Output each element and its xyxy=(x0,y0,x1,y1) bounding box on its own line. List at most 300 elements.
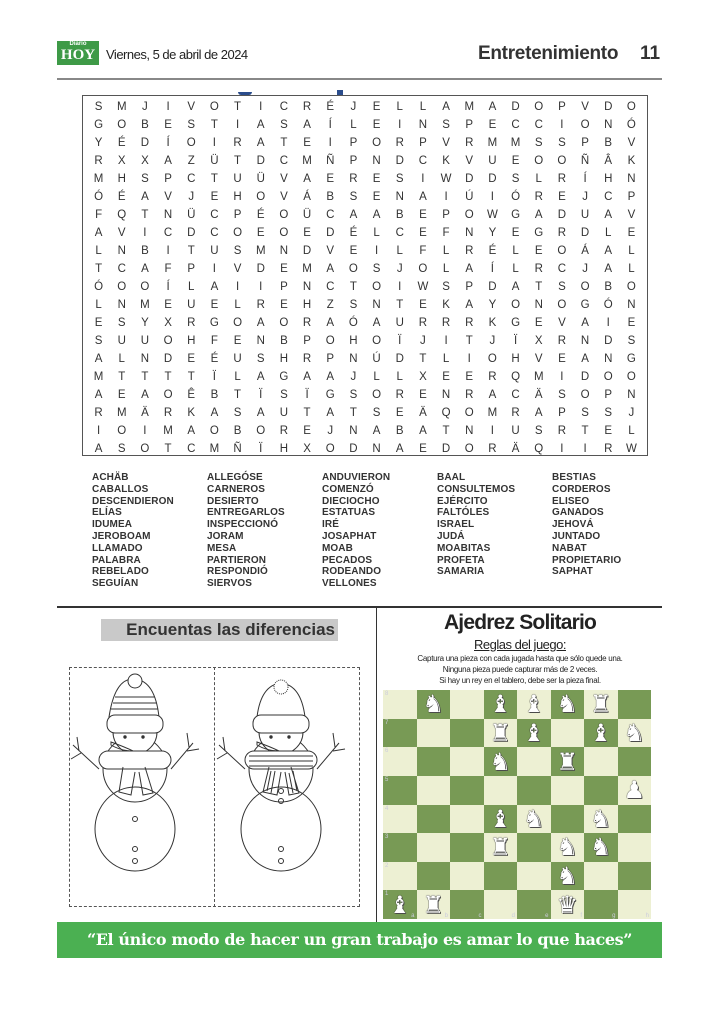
grid-letter: G xyxy=(209,317,219,329)
grid-letter: Ü xyxy=(256,173,265,185)
grid-letter: Í xyxy=(166,137,170,149)
grid-letter: O xyxy=(464,407,474,419)
grid-letter: S xyxy=(117,443,126,455)
grid-letter: I xyxy=(490,425,494,437)
square-e7[interactable] xyxy=(517,719,551,748)
square-h4[interactable] xyxy=(618,805,652,834)
grid-letter: S xyxy=(233,407,242,419)
grid-letter: D xyxy=(256,263,265,275)
grid-letter: Ä xyxy=(534,389,543,401)
grid-letter: V xyxy=(187,101,196,113)
grid-letter: A xyxy=(581,317,589,329)
grid-letter: Ï xyxy=(259,389,263,401)
square-f2[interactable] xyxy=(551,862,585,891)
grid-letter: D xyxy=(604,101,613,113)
grid-letter: E xyxy=(419,227,427,239)
white-bishop-icon[interactable]: ♝ xyxy=(489,804,511,833)
snowman-left xyxy=(71,674,199,871)
white-bishop-icon[interactable]: ♝ xyxy=(388,890,411,919)
grid-letter: Ê xyxy=(187,389,196,401)
grid-letter: É xyxy=(117,191,126,203)
grid-letter: J xyxy=(489,335,496,347)
word-list-item: INSPECCIONÓ xyxy=(207,519,279,531)
header-divider xyxy=(57,78,662,80)
square-b4[interactable] xyxy=(417,805,451,834)
grid-letter: J xyxy=(582,191,588,203)
grid-letter: R xyxy=(441,317,451,329)
grid-letter: L xyxy=(396,371,403,383)
grid-letter: O xyxy=(279,317,289,329)
grid-letter: P xyxy=(604,389,613,401)
grid-letter: I xyxy=(166,101,170,113)
square-d2[interactable] xyxy=(484,862,518,891)
word-list-item: FALTÓLES xyxy=(437,507,490,519)
square-g1[interactable] xyxy=(584,890,618,919)
white-rook-icon[interactable]: ♜ xyxy=(556,747,578,776)
grid-letter: R xyxy=(302,353,312,365)
grid-letter: A xyxy=(511,281,520,293)
grid-letter: C xyxy=(163,227,173,239)
square-b3[interactable] xyxy=(417,833,451,862)
grid-letter: D xyxy=(163,353,173,365)
rank-label: 2 xyxy=(385,862,389,869)
grid-letter: I xyxy=(398,281,402,293)
grid-letter: E xyxy=(511,227,520,239)
grid-letter: O xyxy=(557,245,567,257)
white-knight-icon[interactable]: ♞ xyxy=(522,804,545,833)
grid-letter: P xyxy=(326,353,335,365)
grid-letter: Ï xyxy=(305,389,309,401)
square-h6[interactable] xyxy=(618,747,652,776)
grid-letter: N xyxy=(302,281,312,293)
square-a7[interactable] xyxy=(383,719,417,748)
grid-letter: A xyxy=(256,371,265,383)
grid-letter: L xyxy=(396,101,403,113)
grid-letter: C xyxy=(534,119,543,131)
column-divider xyxy=(376,607,377,922)
grid-letter: A xyxy=(94,443,103,455)
grid-letter: P xyxy=(419,137,427,149)
white-knight-icon[interactable]: ♞ xyxy=(556,690,578,719)
grid-letter: A xyxy=(326,263,335,275)
square-h8[interactable] xyxy=(618,690,652,719)
square-g5[interactable] xyxy=(584,776,618,805)
word-list-item: SIERVOS xyxy=(207,578,252,590)
word-list-item: SAMARIA xyxy=(437,566,485,578)
white-pawn-icon[interactable]: ♟ xyxy=(623,776,645,805)
white-knight-icon[interactable]: ♞ xyxy=(422,690,444,719)
grid-letter: Ó xyxy=(94,191,104,203)
grid-letter: Ñ xyxy=(233,443,242,455)
grid-letter: N xyxy=(534,299,543,311)
square-g8[interactable] xyxy=(584,690,618,719)
grid-letter: R xyxy=(534,191,543,203)
square-f1[interactable] xyxy=(551,890,585,919)
square-h7[interactable] xyxy=(618,719,652,748)
grid-letter: Í xyxy=(328,119,332,131)
grid-letter: É xyxy=(349,227,358,239)
grid-letter: S xyxy=(349,389,358,401)
grid-letter: U xyxy=(210,245,219,257)
grid-letter: A xyxy=(465,299,474,311)
square-g2[interactable] xyxy=(584,862,618,891)
square-g6[interactable] xyxy=(584,747,618,776)
grid-letter: L xyxy=(350,119,357,131)
grid-letter: A xyxy=(395,443,404,455)
word-list-item: COMENZÓ xyxy=(322,483,374,495)
grid-letter: E xyxy=(419,209,427,221)
grid-letter: O xyxy=(256,425,266,437)
grid-letter: O xyxy=(256,191,266,203)
grid-letter: Í xyxy=(490,263,494,275)
square-d6[interactable] xyxy=(484,747,518,776)
grid-letter: N xyxy=(140,353,150,365)
grid-letter: R xyxy=(511,407,520,419)
grid-letter: A xyxy=(141,389,149,401)
grid-letter: P xyxy=(442,209,450,221)
grid-letter: L xyxy=(535,173,542,185)
word-list-item: ISRAEL xyxy=(437,519,475,531)
grid-letter: X xyxy=(534,335,543,347)
square-d5[interactable] xyxy=(484,776,518,805)
grid-letter: G xyxy=(511,317,521,329)
square-c8[interactable] xyxy=(450,690,484,719)
grid-letter: C xyxy=(395,227,404,239)
grid-letter: V xyxy=(233,263,242,275)
grid-letter: T xyxy=(118,371,126,383)
square-c1[interactable] xyxy=(450,890,484,919)
grid-letter: G xyxy=(94,119,104,131)
grid-letter: P xyxy=(164,173,172,185)
grid-letter: H xyxy=(233,191,242,203)
grid-letter: O xyxy=(279,209,289,221)
grid-letter: R xyxy=(349,173,358,185)
grid-letter: A xyxy=(256,407,265,419)
grid-letter: M xyxy=(302,155,312,167)
grid-letter: C xyxy=(187,443,196,455)
grid-letter: A xyxy=(94,353,103,365)
grid-letter: R xyxy=(557,425,567,437)
grid-letter: J xyxy=(582,263,588,275)
word-list-item: SAPHAT xyxy=(552,566,593,578)
grid-letter: S xyxy=(187,119,196,131)
grid-letter: B xyxy=(280,335,288,347)
white-knight-icon[interactable]: ♞ xyxy=(556,833,578,862)
word-list-item: CONSULTEMOS xyxy=(437,483,516,495)
grid-letter: M xyxy=(487,137,498,149)
grid-letter: Ä xyxy=(141,407,149,419)
grid-letter: E xyxy=(280,263,288,275)
square-a4[interactable] xyxy=(383,805,417,834)
white-knight-icon[interactable]: ♞ xyxy=(589,833,612,862)
square-c6[interactable] xyxy=(450,747,484,776)
grid-letter: I xyxy=(560,443,564,455)
grid-letter: O xyxy=(557,299,567,311)
grid-letter: J xyxy=(327,425,334,437)
grid-letter: S xyxy=(349,191,358,203)
square-g4[interactable] xyxy=(584,805,618,834)
white-bishop-icon[interactable]: ♝ xyxy=(522,718,545,747)
square-f4[interactable] xyxy=(551,805,585,834)
square-b1[interactable] xyxy=(417,890,451,919)
word-list-item: BESTIAS xyxy=(552,472,597,483)
white-rook-icon[interactable]: ♜ xyxy=(422,890,444,919)
grid-letter: Ú xyxy=(372,353,381,365)
grid-letter: Z xyxy=(187,155,195,167)
rank-label: 1 xyxy=(385,891,389,898)
word-list-item: NABAT xyxy=(552,542,587,554)
grid-letter: I xyxy=(444,191,448,203)
grid-letter: U xyxy=(580,209,590,221)
square-h1[interactable] xyxy=(618,890,652,919)
grid-letter: E xyxy=(94,317,103,329)
grid-letter: Ó xyxy=(626,119,636,131)
word-list-item: RESPONDIÓ xyxy=(207,566,268,578)
grid-letter: J xyxy=(396,263,403,275)
square-a5[interactable] xyxy=(383,776,417,805)
square-c4[interactable] xyxy=(450,805,484,834)
grid-letter: Y xyxy=(488,227,497,239)
snowmen-illustration xyxy=(69,667,360,907)
grid-letter: I xyxy=(398,119,402,131)
grid-letter: R xyxy=(604,443,613,455)
grid-letter: A xyxy=(303,119,311,131)
grid-letter: O xyxy=(233,227,243,239)
grid-letter: S xyxy=(94,335,103,347)
differences-title: Encuentas las diferencias xyxy=(101,619,338,641)
grid-letter: Í xyxy=(583,173,587,185)
grid-letter: H xyxy=(511,353,520,365)
grid-letter: O xyxy=(534,155,544,167)
grid-letter: E xyxy=(442,371,450,383)
grid-letter: V xyxy=(280,173,288,185)
grid-letter: I xyxy=(560,119,564,131)
white-knight-icon[interactable]: ♞ xyxy=(489,747,511,776)
grid-letter: A xyxy=(164,155,172,167)
grid-letter: A xyxy=(604,263,613,275)
grid-letter: C xyxy=(326,209,335,221)
white-bishop-icon[interactable]: ♝ xyxy=(489,690,511,719)
grid-letter: T xyxy=(396,299,404,311)
grid-letter: I xyxy=(328,137,332,149)
file-label: b xyxy=(444,913,448,919)
grid-letter: Ä xyxy=(511,443,520,455)
grid-letter: Q xyxy=(117,209,127,221)
grid-letter: M xyxy=(533,371,544,383)
grid-letter: D xyxy=(511,101,520,113)
square-b7[interactable] xyxy=(417,719,451,748)
grid-letter: U xyxy=(279,407,289,419)
grid-letter: E xyxy=(280,299,288,311)
grid-letter: H xyxy=(302,299,312,311)
grid-letter: A xyxy=(372,317,381,329)
grid-letter: M xyxy=(487,407,498,419)
square-f3[interactable] xyxy=(551,833,585,862)
grid-letter: R xyxy=(94,155,103,167)
grid-letter: N xyxy=(372,155,381,167)
grid-letter: J xyxy=(350,371,357,383)
white-rook-icon[interactable]: ♜ xyxy=(489,833,511,862)
grid-letter: T xyxy=(210,119,218,131)
grid-letter: T xyxy=(535,281,543,293)
grid-letter: U xyxy=(187,299,196,311)
grid-letter: T xyxy=(164,371,172,383)
grid-letter: O xyxy=(626,281,636,293)
rank-label: 3 xyxy=(385,834,389,841)
word-list-item: MOAB xyxy=(322,542,353,554)
grid-letter: O xyxy=(348,263,358,275)
rank-label: 8 xyxy=(385,691,389,697)
square-e6[interactable] xyxy=(517,747,551,776)
grid-letter: N xyxy=(604,353,613,365)
logo-big-text: HOY xyxy=(60,47,96,63)
white-queen-icon[interactable]: ♛ xyxy=(556,890,578,919)
square-f6[interactable] xyxy=(551,747,585,776)
white-rook-icon[interactable]: ♜ xyxy=(489,718,511,747)
square-d1[interactable] xyxy=(484,890,518,919)
square-e3[interactable] xyxy=(517,833,551,862)
square-a1[interactable] xyxy=(383,890,417,919)
word-list-item: GANADOS xyxy=(552,507,604,519)
white-bishop-icon[interactable]: ♝ xyxy=(522,690,545,719)
grid-letter: V xyxy=(280,191,288,203)
square-b5[interactable] xyxy=(417,776,451,805)
chess-rule: Ninguna pieza puede capturar más de 2 veces. xyxy=(442,665,598,674)
grid-letter: L xyxy=(628,263,635,275)
grid-letter: E xyxy=(419,299,427,311)
square-a3[interactable] xyxy=(383,833,417,862)
grid-letter: R xyxy=(557,173,567,185)
square-e4[interactable] xyxy=(517,805,551,834)
grid-letter: G xyxy=(534,227,544,239)
grid-letter: S xyxy=(372,407,381,419)
square-e2[interactable] xyxy=(517,862,551,891)
grid-letter: H xyxy=(117,173,126,185)
grid-letter: R xyxy=(302,101,312,113)
grid-letter: W xyxy=(486,209,498,221)
grid-letter: B xyxy=(604,137,613,149)
square-b6[interactable] xyxy=(417,747,451,776)
grid-letter: N xyxy=(465,227,474,239)
grid-letter: Ï xyxy=(212,371,216,383)
grid-letter: A xyxy=(326,317,335,329)
grid-letter: X xyxy=(141,155,149,167)
grid-letter: A xyxy=(256,137,265,149)
square-g7[interactable] xyxy=(584,719,618,748)
grid-letter: J xyxy=(188,191,195,203)
grid-letter: A xyxy=(256,119,265,131)
white-bishop-icon[interactable]: ♝ xyxy=(589,718,612,747)
grid-letter: N xyxy=(627,299,636,311)
grid-letter: C xyxy=(557,263,567,275)
white-knight-icon[interactable]: ♞ xyxy=(623,718,645,747)
grid-letter: L xyxy=(118,353,125,365)
word-list-item: VELLONES xyxy=(322,578,377,590)
square-d4[interactable] xyxy=(484,805,518,834)
square-h3[interactable] xyxy=(618,833,652,862)
grid-letter: L xyxy=(512,245,519,257)
square-g3[interactable] xyxy=(584,833,618,862)
grid-letter: E xyxy=(210,191,219,203)
white-rook-icon[interactable]: ♜ xyxy=(589,690,612,719)
grid-letter: P xyxy=(558,407,566,419)
word-list-item: PARTIERON xyxy=(207,554,267,566)
grid-letter: R xyxy=(557,335,567,347)
grid-letter: X xyxy=(303,443,311,455)
grid-letter: L xyxy=(512,263,519,275)
square-d8[interactable] xyxy=(484,690,518,719)
grid-letter: F xyxy=(164,263,172,275)
grid-letter: P xyxy=(558,101,566,113)
square-b8[interactable] xyxy=(417,690,451,719)
grid-letter: O xyxy=(464,443,474,455)
square-e8[interactable] xyxy=(517,690,551,719)
grid-letter: I xyxy=(96,425,101,437)
grid-letter: E xyxy=(164,119,172,131)
square-a8[interactable] xyxy=(383,690,417,719)
grid-letter: B xyxy=(141,119,149,131)
grid-letter: L xyxy=(605,227,612,239)
file-label: e xyxy=(545,913,549,919)
square-b2[interactable] xyxy=(417,862,451,891)
square-c7[interactable] xyxy=(450,719,484,748)
grid-letter: E xyxy=(372,173,381,185)
square-d7[interactable] xyxy=(484,719,518,748)
grid-letter: Ó xyxy=(348,317,358,329)
square-c3[interactable] xyxy=(450,833,484,862)
white-knight-icon[interactable]: ♞ xyxy=(589,804,612,833)
word-list-item: SEGUÍAN xyxy=(92,578,139,590)
grid-letter: A xyxy=(488,101,497,113)
square-c5[interactable] xyxy=(450,776,484,805)
square-c2[interactable] xyxy=(450,862,484,891)
white-knight-icon[interactable]: ♞ xyxy=(556,862,578,891)
square-a6[interactable] xyxy=(383,747,417,776)
grid-letter: O xyxy=(626,101,636,113)
grid-letter: V xyxy=(326,245,335,257)
square-d3[interactable] xyxy=(484,833,518,862)
word-list-item: MESA xyxy=(207,542,237,554)
grid-letter: M xyxy=(255,245,266,257)
grid-letter: P xyxy=(627,191,636,203)
square-e5[interactable] xyxy=(517,776,551,805)
grid-letter: A xyxy=(187,425,196,437)
grid-letter: O xyxy=(603,371,613,383)
grid-letter: B xyxy=(395,425,404,437)
grid-letter: M xyxy=(510,137,521,149)
rank-label: 5 xyxy=(385,776,389,783)
square-e1[interactable] xyxy=(517,890,551,919)
square-h2[interactable] xyxy=(618,862,652,891)
grid-letter: N xyxy=(117,299,126,311)
square-f8[interactable] xyxy=(551,690,585,719)
word-list-item: JUNTADO xyxy=(552,530,601,542)
square-h5[interactable] xyxy=(618,776,652,805)
square-f7[interactable] xyxy=(551,719,585,748)
grid-letter: O xyxy=(325,443,335,455)
grid-letter: O xyxy=(140,443,150,455)
grid-letter: A xyxy=(604,245,613,257)
square-f5[interactable] xyxy=(551,776,585,805)
grid-letter: S xyxy=(94,101,103,113)
rank-label: 7 xyxy=(385,719,389,726)
grid-letter: M xyxy=(302,263,312,275)
grid-letter: N xyxy=(627,389,636,401)
grid-letter: I xyxy=(212,137,216,149)
grid-letter: E xyxy=(372,119,381,131)
word-list-item: PROPIETARIO xyxy=(552,554,622,566)
square-a2[interactable] xyxy=(383,862,417,891)
